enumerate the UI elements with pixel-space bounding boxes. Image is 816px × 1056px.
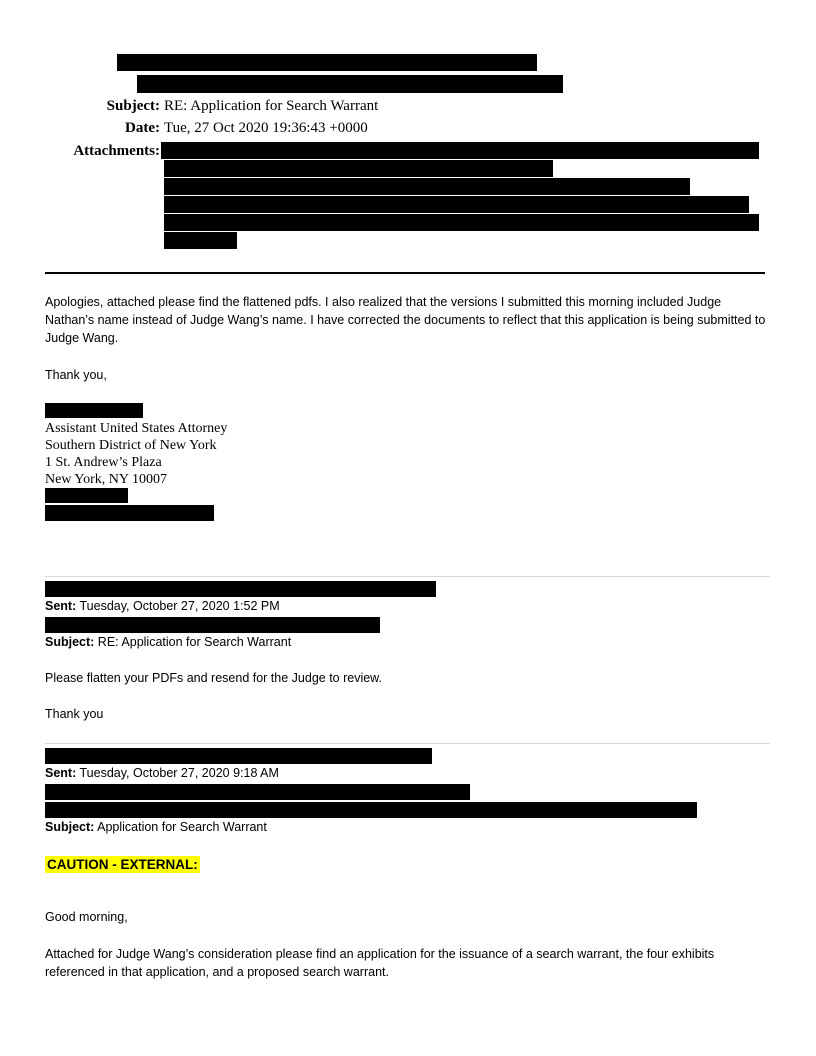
message2-body: Please flatten your PDFs and resend for the Judge to review. (45, 671, 382, 685)
redacted-attachments-line-5 (164, 214, 759, 231)
message3-sent-label: Sent: (45, 766, 77, 780)
message2-subject-line (45, 633, 291, 651)
reply-closing: Thank you, (45, 368, 107, 382)
redacted-signature-phone (45, 488, 128, 503)
redacted-attachments-line-1 (161, 142, 759, 159)
signature-city: New York, NY 10007 (45, 472, 167, 487)
redacted-message3-from (45, 748, 432, 764)
date-value: Tue, 27 Oct 2020 19:36:43 +0000 (164, 120, 368, 136)
message2-sent-line (45, 597, 280, 615)
message3-sent-line (45, 764, 279, 782)
signature-title: Assistant United States Attorney (45, 421, 228, 436)
message2-sent-value: Tuesday, October 27, 2020 1:52 PM (79, 599, 280, 613)
caution-external-banner: CAUTION - EXTERNAL: (47, 857, 198, 872)
signature-street: 1 St. Andrew’s Plaza (45, 455, 162, 470)
redacted-from-field (117, 54, 537, 71)
date-label: Date: (125, 120, 160, 136)
signature-office: Southern District of New York (45, 438, 217, 453)
message3-subject-value: Application for Search Warrant (97, 820, 267, 834)
attachments-label: Attachments: (73, 143, 160, 159)
message3-greeting: Good morning, (45, 910, 128, 924)
redacted-signature-email (45, 505, 214, 521)
message3-sent-value: Tuesday, October 27, 2020 9:18 AM (79, 766, 279, 780)
message2-subject-label: Subject: (45, 635, 95, 649)
message3-subject-label: Subject: (45, 820, 95, 834)
redacted-attachments-line-3 (164, 178, 690, 195)
reply-paragraph: Apologies, attached please find the flattened pdfs. I also realized that the versions I submitted this morning included Judge Nathan’s name instead of Judge Wang’s name. I have corrected the documents to reflect that this application is being submitted to Judge Wang. (45, 295, 766, 345)
message2-sent-label: Sent: (45, 599, 77, 613)
message3-body: Attached for Judge Wang’s consideration please find an application for the issuance of a search warrant, the four exhibits referenced in that application, and a proposed search warrant. (45, 947, 715, 979)
subject-label: Subject: (106, 98, 160, 114)
redacted-to-field (137, 75, 563, 93)
message3-subject-line (45, 818, 267, 836)
redacted-attachments-line-2 (164, 160, 553, 177)
redacted-attachments-line-6 (164, 232, 237, 249)
header-divider (45, 272, 765, 274)
subject-value: RE: Application for Search Warrant (164, 98, 379, 114)
redacted-message3-cc (45, 802, 697, 818)
redacted-attachments-line-4 (164, 196, 749, 213)
message2-subject-value: RE: Application for Search Warrant (97, 635, 292, 649)
redacted-message3-to (45, 784, 470, 800)
message2-closing: Thank you (45, 707, 104, 721)
message-separator-2 (45, 743, 770, 744)
redacted-message2-from (45, 581, 436, 597)
message-separator-1 (45, 576, 770, 577)
redacted-message2-to (45, 617, 380, 633)
redacted-signature-name (45, 403, 143, 418)
